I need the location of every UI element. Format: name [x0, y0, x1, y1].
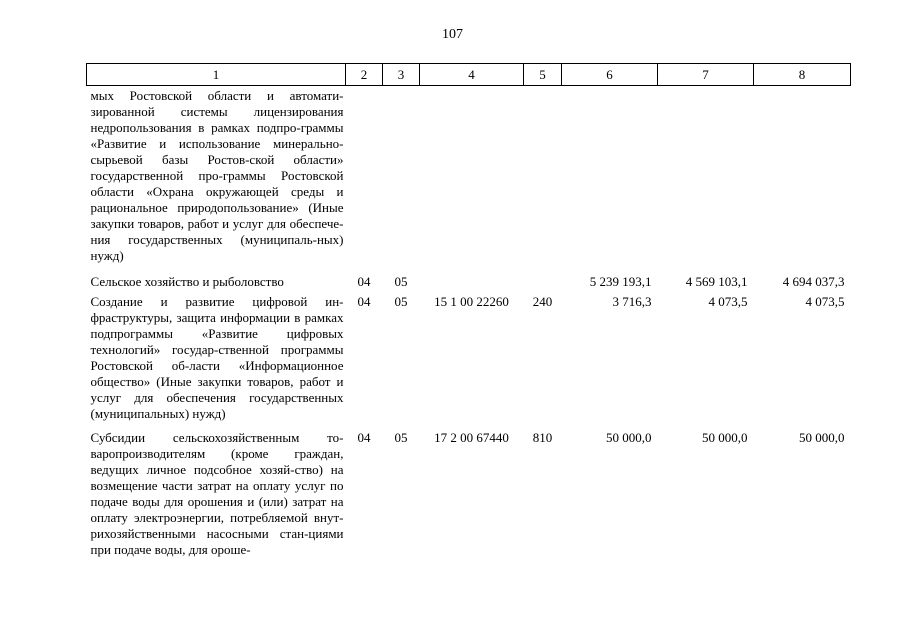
row-section: 04: [357, 294, 371, 309]
row-target-article: [420, 86, 524, 265]
row-section: 04: [357, 274, 371, 289]
budget-table: [86, 63, 851, 558]
row-year-2: 4 569 103,1: [685, 274, 748, 289]
table-header-row: [87, 64, 851, 86]
row-year-1: 5 239 193,1: [589, 274, 652, 289]
row-year-2: [658, 86, 754, 265]
row-subsection: 05: [394, 430, 408, 445]
row-year-3: 4 694 037,3: [782, 274, 845, 289]
column-header-year-3: 8: [754, 64, 851, 86]
row-description: Субсидии сельскохозяйственным то-варопроизводителям (кроме граждан, ведущих личное подсобное хозяй-ство) на возмещение части затрат на оплату услуг по подаче воды для орошения и (или) затрат на оплату электроэнергии, потребляемой внут-рихозяйственными насосными стан-циями при подаче воды, для ороше-: [90, 430, 344, 557]
row-target-article: 17 2 00 67440: [434, 430, 509, 445]
column-header-year-1: 6: [562, 64, 658, 86]
column-header-subsection: 3: [383, 64, 420, 86]
row-expense-type: 240: [532, 294, 553, 309]
row-expense-type: 810: [532, 430, 553, 445]
page-number: 107: [442, 27, 463, 42]
row-subsection: [383, 86, 420, 265]
row-year-3: [754, 86, 851, 265]
row-section: [346, 86, 383, 265]
row-subsection: 05: [394, 294, 408, 309]
table-row: [87, 264, 851, 290]
row-year-3: 4 073,5: [805, 294, 845, 309]
row-target-article: [420, 264, 524, 290]
row-subsection: 05: [394, 274, 408, 289]
row-year-2: 4 073,5: [708, 294, 748, 309]
table-row: [87, 86, 851, 265]
row-expense-type: [524, 86, 562, 265]
row-section: 04: [357, 430, 371, 445]
row-description: Создание и развитие цифровой ин-фраструктуры, защита информации в рамках подпрограммы «Развитие цифровых технологий» государ-ственной программы Ростовской об-ласти «Информационное общество» (Иные закупки товаров, работ и услуг для обеспечения государственных (муниципальных) нужд): [90, 294, 344, 421]
table-row: [87, 290, 851, 422]
row-description: Сельское хозяйство и рыболовство: [90, 274, 284, 289]
column-header-target-article: 4: [420, 64, 524, 86]
row-target-article: 15 1 00 22260: [434, 294, 509, 309]
table-row: [87, 422, 851, 558]
row-year-3: 50 000,0: [799, 430, 845, 445]
row-expense-type: [524, 264, 562, 290]
column-header-year-2: 7: [658, 64, 754, 86]
row-year-1: 3 716,3: [612, 294, 652, 309]
row-year-1: [562, 86, 658, 265]
column-header-description: 1: [87, 64, 346, 86]
column-header-section: 2: [346, 64, 383, 86]
row-description: мых Ростовской области и автомати-зированной системы лицензирования недропользования в рамках подпро-граммы «Развитие и использование минерально-сырьевой базы Ростов-ской области» государственной про-граммы Ростовской области «Охрана окружающей среды и рациональное природопользование» (Иные закупки товаров, работ и услуг для обеспече-ния государственных (муниципаль-ных) нужд): [90, 88, 344, 263]
column-header-expense-type: 5: [524, 64, 562, 86]
row-year-1: 50 000,0: [606, 430, 652, 445]
row-year-2: 50 000,0: [702, 430, 748, 445]
